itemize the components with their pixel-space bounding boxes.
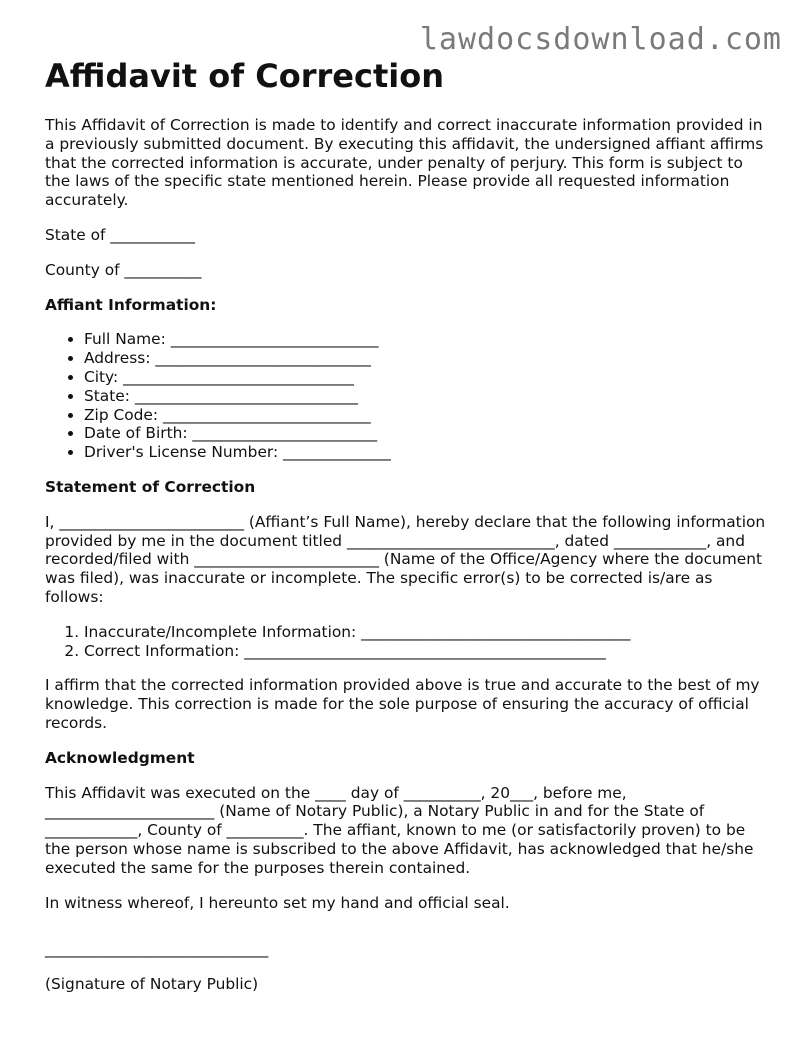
field-city: • City: ______________________________	[84, 368, 770, 387]
affiant-fields-list	[45, 330, 770, 462]
correction-items-list	[45, 623, 770, 661]
county-line: County of __________	[45, 260, 202, 279]
correction-item-correct: 2. Correct Information: _______________________________________________	[84, 642, 770, 661]
page-title: Affidavit of Correction	[45, 57, 444, 95]
acknowledgment-heading: Acknowledgment	[45, 748, 195, 767]
field-drivers-license: • Driver's License Number: ______________	[84, 443, 770, 462]
watermark: lawdocsdownload.com	[419, 22, 782, 57]
correction-item-inaccurate: 1. Inaccurate/Incomplete Information: ___________________________________	[84, 623, 770, 642]
affirmation-paragraph: I affirm that the corrected information provided above is true and accurate to the best of my knowledge. This correction is made for the sole purpose of ensuring the accuracy of official records.	[45, 676, 760, 732]
field-state: • State: _____________________________	[84, 387, 770, 406]
witness-paragraph: In witness whereof, I hereunto set my hand and official seal.	[45, 893, 510, 912]
state-line: State of ___________	[45, 225, 196, 244]
signature-label: (Signature of Notary Public)	[45, 975, 259, 994]
statement-heading: Statement of Correction	[45, 477, 256, 496]
signature-line: _____________________________	[45, 940, 269, 959]
affiant-heading: Affiant Information:	[45, 295, 217, 314]
statement-paragraph: I, ________________________ (Affiant’s Full Name), hereby declare that the following information provided by me in the document titled ___________________________, dated ____________, and recorded/filed with ________________________ (Name of the Office/Agency where the document was filed), was inaccurate or incomplete. The specific error(s) to be corrected is/are as follows:	[45, 512, 766, 606]
document-page	[45, 54, 770, 994]
field-full-name: • Full Name: ___________________________	[84, 330, 770, 349]
intro-paragraph: This Affidavit of Correction is made to identify and correct inaccurate information provided in a previously submitted document. By executing this affidavit, the undersigned affiant affirms that the corrected information is accurate, under penalty of perjury. This form is subject to the laws of the specific state mentioned herein. Please provide all requested information accurately.	[45, 116, 764, 210]
field-zip-code: • Zip Code: ___________________________	[84, 406, 770, 425]
acknowledgment-paragraph: This Affidavit was executed on the ____ day of __________, 20___, before me, ______________________ (Name of Notary Public), a Notary Public in and for the State of ____________, County of __________. The affiant, known to me (or satisfactorily proven) to be the person whose name is subscribed to the above Affidavit, has acknowledged that he/she executed the same for the purposes therein contained.	[45, 783, 754, 877]
field-date-of-birth: • Date of Birth: ________________________	[84, 424, 770, 443]
field-address: • Address: ____________________________	[84, 349, 770, 368]
